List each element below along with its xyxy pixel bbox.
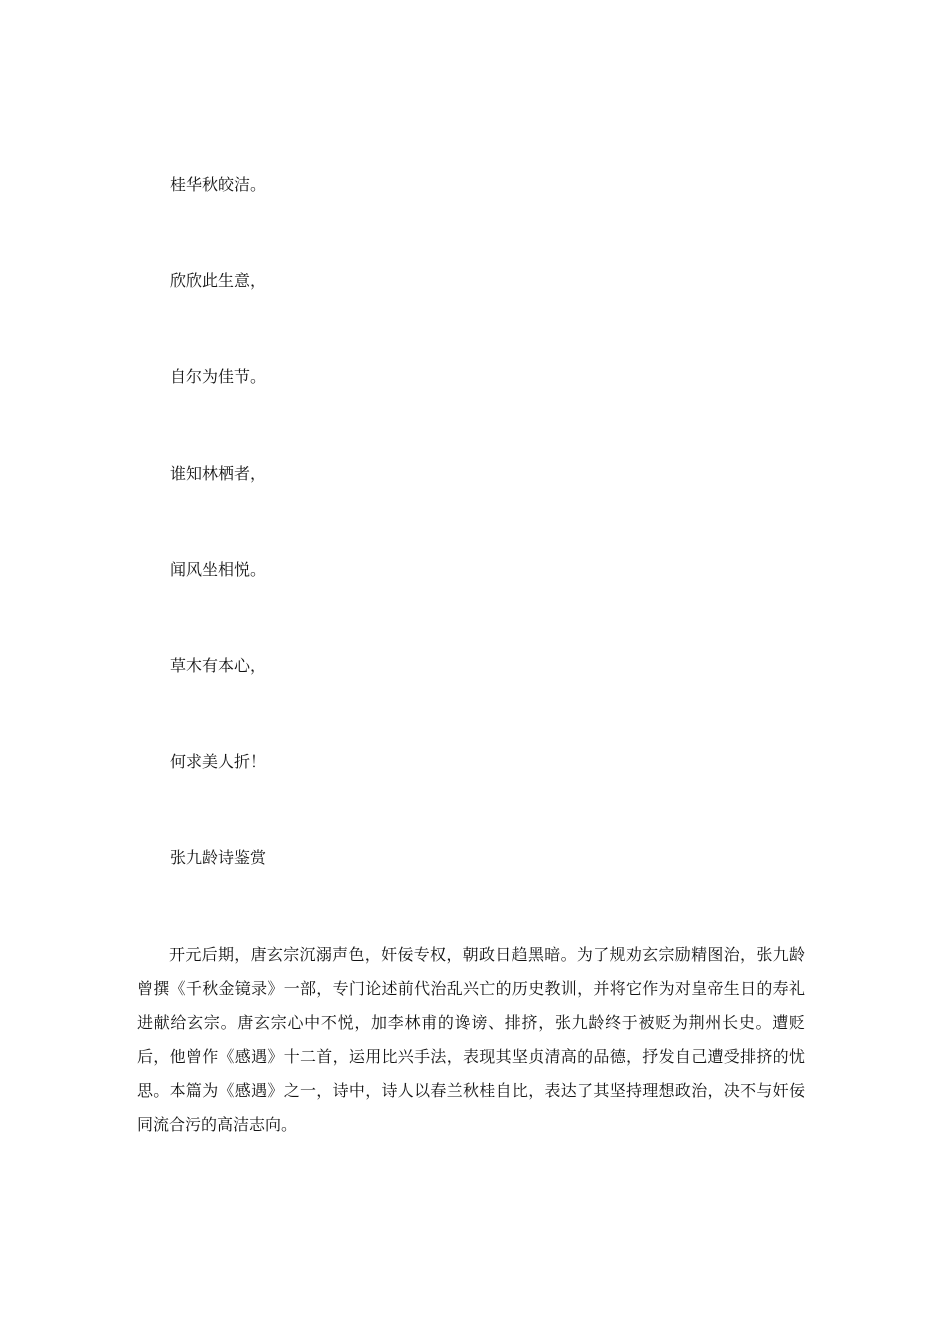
section-heading: 张九龄诗鉴赏	[170, 848, 267, 867]
poem-line: 闻风坐相悦。	[170, 560, 267, 579]
poem-line: 自尔为佳节。	[170, 367, 267, 386]
poem-line: 欣欣此生意，	[170, 271, 267, 290]
poem-line: 何求美人折！	[170, 752, 267, 771]
poem-line: 谁知林栖者，	[170, 464, 267, 483]
poem-line: 草木有本心，	[170, 656, 267, 675]
poem-line: 桂华秋皎洁。	[170, 175, 267, 194]
appreciation-paragraph: 开元后期，唐玄宗沉溺声色，奸佞专权，朝政日趋黑暗。为了规劝玄宗励精图治，张九龄曾撰《千秋金镜录》一部，专门论述前代治乱兴亡的历史教训，并将它作为对皇帝生日的寿礼进献给玄宗。唐玄宗心中不悦，加李林甫的谗谤、排挤，张九龄终于被贬为荆州长史。遭贬后，他曾作《感遇》十二首，运用比兴手法，表现其坚贞清高的品德，抒发自己遭受排挤的忧思。本篇为《感遇》之一，诗中，诗人以春兰秋桂自比，表达了其坚持理想政治，决不与奸佞同流合污的高洁志向。	[137, 945, 805, 1134]
